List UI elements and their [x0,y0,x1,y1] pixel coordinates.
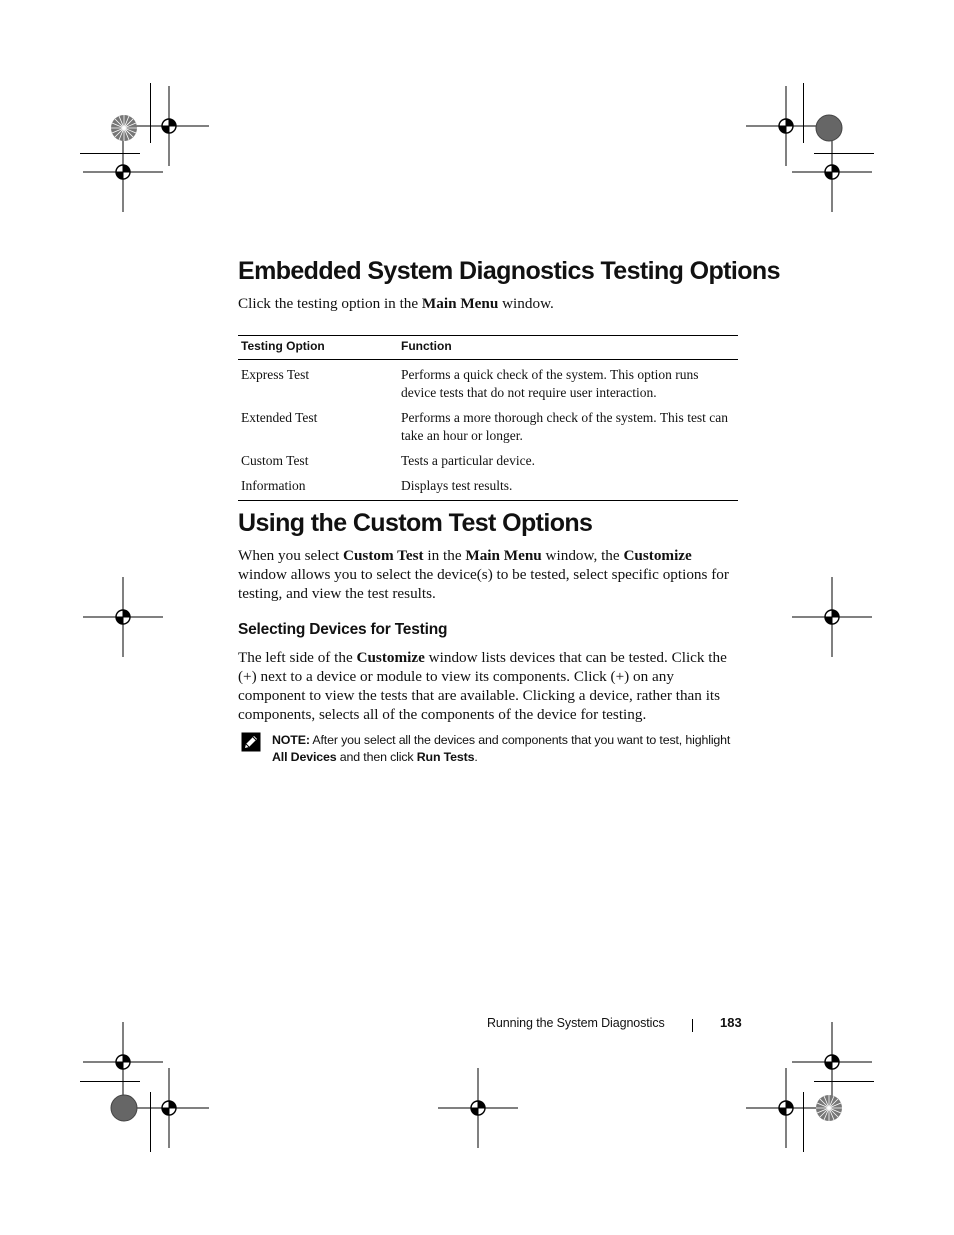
function-cell: Tests a particular device. [401,453,535,468]
column-header: Function [398,336,738,360]
footer-section-title: Running the System Diagnostics [487,1016,665,1030]
registration-mark-bottom-center [438,1068,518,1148]
option-cell: Extended Test [241,410,318,425]
registration-mark-right-top [792,132,872,212]
table-header-row [238,336,738,360]
registration-mark-left-middle [83,577,163,657]
table-row [238,360,738,408]
table-row [238,450,738,475]
column-header: Testing Option [238,336,398,360]
color-rosette-mark [110,1094,138,1122]
color-rosette-mark [110,114,138,142]
color-rosette-mark [815,114,843,142]
function-cell: Displays test results. [401,478,513,493]
function-cell: Performs a quick check of the system. This option runs device tests that do not require user interaction. [401,367,699,400]
pencil-note-icon [241,732,261,752]
subsection-heading: Selecting Devices for Testing [238,621,448,638]
testing-options-table [238,335,738,501]
table-row [238,407,738,450]
table-row [238,475,738,501]
note-text: NOTE: After you select all the devices and components that you want to test, highlight All Devices and then click Run Tests. [272,733,731,764]
trim-line [150,1092,151,1152]
option-cell: Custom Test [241,453,309,468]
page-number: 183 [720,1015,742,1030]
registration-mark-bottom-left [129,1068,209,1148]
footer-separator [692,1019,693,1032]
trim-line [80,1081,140,1082]
section-heading: Using the Custom Test Options [238,509,593,537]
trim-line [150,83,151,143]
intro-paragraph: Click the testing option in the Main Menu window. [238,295,554,312]
trim-line [803,83,804,143]
function-cell: Performs a more thorough check of the system. This test can take an hour or longer. [401,410,729,443]
registration-mark-left-top [83,132,163,212]
trim-line [814,153,874,154]
option-cell: Express Test [241,367,310,382]
trim-line [814,1081,874,1082]
registration-mark-right-middle [792,577,872,657]
trim-line [803,1092,804,1152]
option-cell: Information [241,478,306,493]
section-heading: Embedded System Diagnostics Testing Options [238,257,780,285]
selecting-devices-paragraph: The left side of the Customize window lists devices that can be tested. Click the (+) next to a device or module to view its components. Click (+) on any component to view the tests that are available. Clicking a device, rather than its components, selects all of the components of the device for testing. [238,649,727,723]
registration-mark-bottom-right [746,1068,826,1148]
color-rosette-mark [815,1094,843,1122]
custom-test-paragraph: When you select Custom Test in the Main Menu window, the Customize window allows you to select the device(s) to be tested, select specific options for testing, and view the test results. [238,547,729,602]
trim-line [80,153,140,154]
